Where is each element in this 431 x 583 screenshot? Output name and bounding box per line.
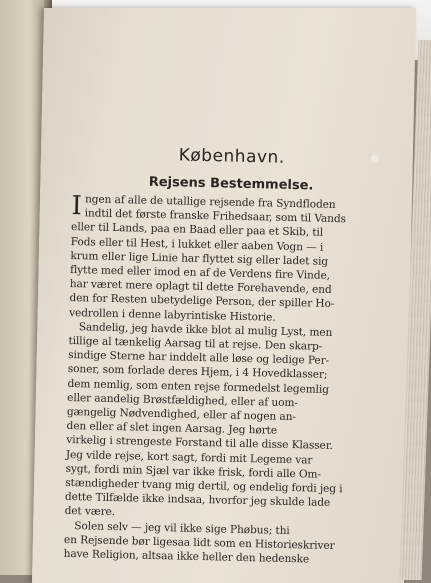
section-heading: Rejsens Bestemmelse. (148, 174, 314, 194)
text-line: sindige Sterne har inddelt alle løse og ledige Per- (68, 349, 330, 368)
text-line: Jeg vilde rejse, kort sagt, fordi mit Legeme var (65, 448, 313, 467)
text-line: Fods eller til Hest, i lukket eller aaben Vogn — i (70, 235, 324, 254)
chapter-heading: København. (178, 145, 285, 168)
text-line: den for Resten ubetydelige Person, der spiller Ho- (69, 292, 335, 311)
text-line: en Rejsende bør ligesaa lidt som en Historieskriver (63, 533, 335, 552)
text-line: indtil det første franske Frihedsaar, som til Vands (84, 207, 347, 226)
page-text (64, 143, 391, 568)
text-line: tillige al tænkelig Aarsag til at rejse. Den skarp- (68, 334, 323, 353)
text-line: krum eller lige Linie har flyttet sig eller ladet sig (70, 249, 329, 268)
text-line: Solen selv — jeg vil ikke sige Phøbus; thi (74, 519, 290, 537)
text-line: ngen af alle de utallige rejsende fra Syndfloden (84, 193, 336, 211)
drop-cap: I (71, 190, 83, 222)
text-line: stændigheder tvang mig dertil, og endelig fordi jeg i (65, 476, 343, 496)
text-line: flytte med eller imod en af de Verdens fire Vinde, (69, 263, 331, 282)
text-line: Sandelig, jeg havde ikke blot al mulig Lyst, men (78, 321, 333, 339)
body-text (64, 192, 390, 568)
text-line: sygt, fordi min Sjæl var ikke frisk, fordi alle Om- (65, 462, 322, 481)
text-line: dette Tilfælde ikke indsaa, hvorfor jeg skulde lade (64, 491, 331, 510)
text-line: det være. (64, 505, 116, 519)
text-line: dem nemlig, som enten rejse formedelst legemlig (67, 377, 330, 396)
text-line: vedrollen i denne labyrintiske Historie. (69, 306, 276, 324)
text-line: har været mere oplagt til dette Forehavende, end (69, 278, 332, 297)
text-line: gængelig Nødvendighed, eller af nogen an- (66, 405, 296, 424)
text-line: soner, som forlade deres Hjem, i 4 Hovedklasser; (67, 363, 328, 382)
text-line: have Religion, altsaa ikke heller den hedenske (63, 547, 310, 566)
text-line: eller til Lands, paa en Baad eller paa et Skib, til (70, 221, 324, 240)
text-line: virkelig i strengeste Forstand til alle disse Klasser. (66, 434, 333, 453)
text-line: den eller af slet ingen Aarsag. Jeg hørte (66, 420, 278, 437)
text-line: eller aandelig Brøstfældighed, eller af uom- (67, 391, 298, 410)
